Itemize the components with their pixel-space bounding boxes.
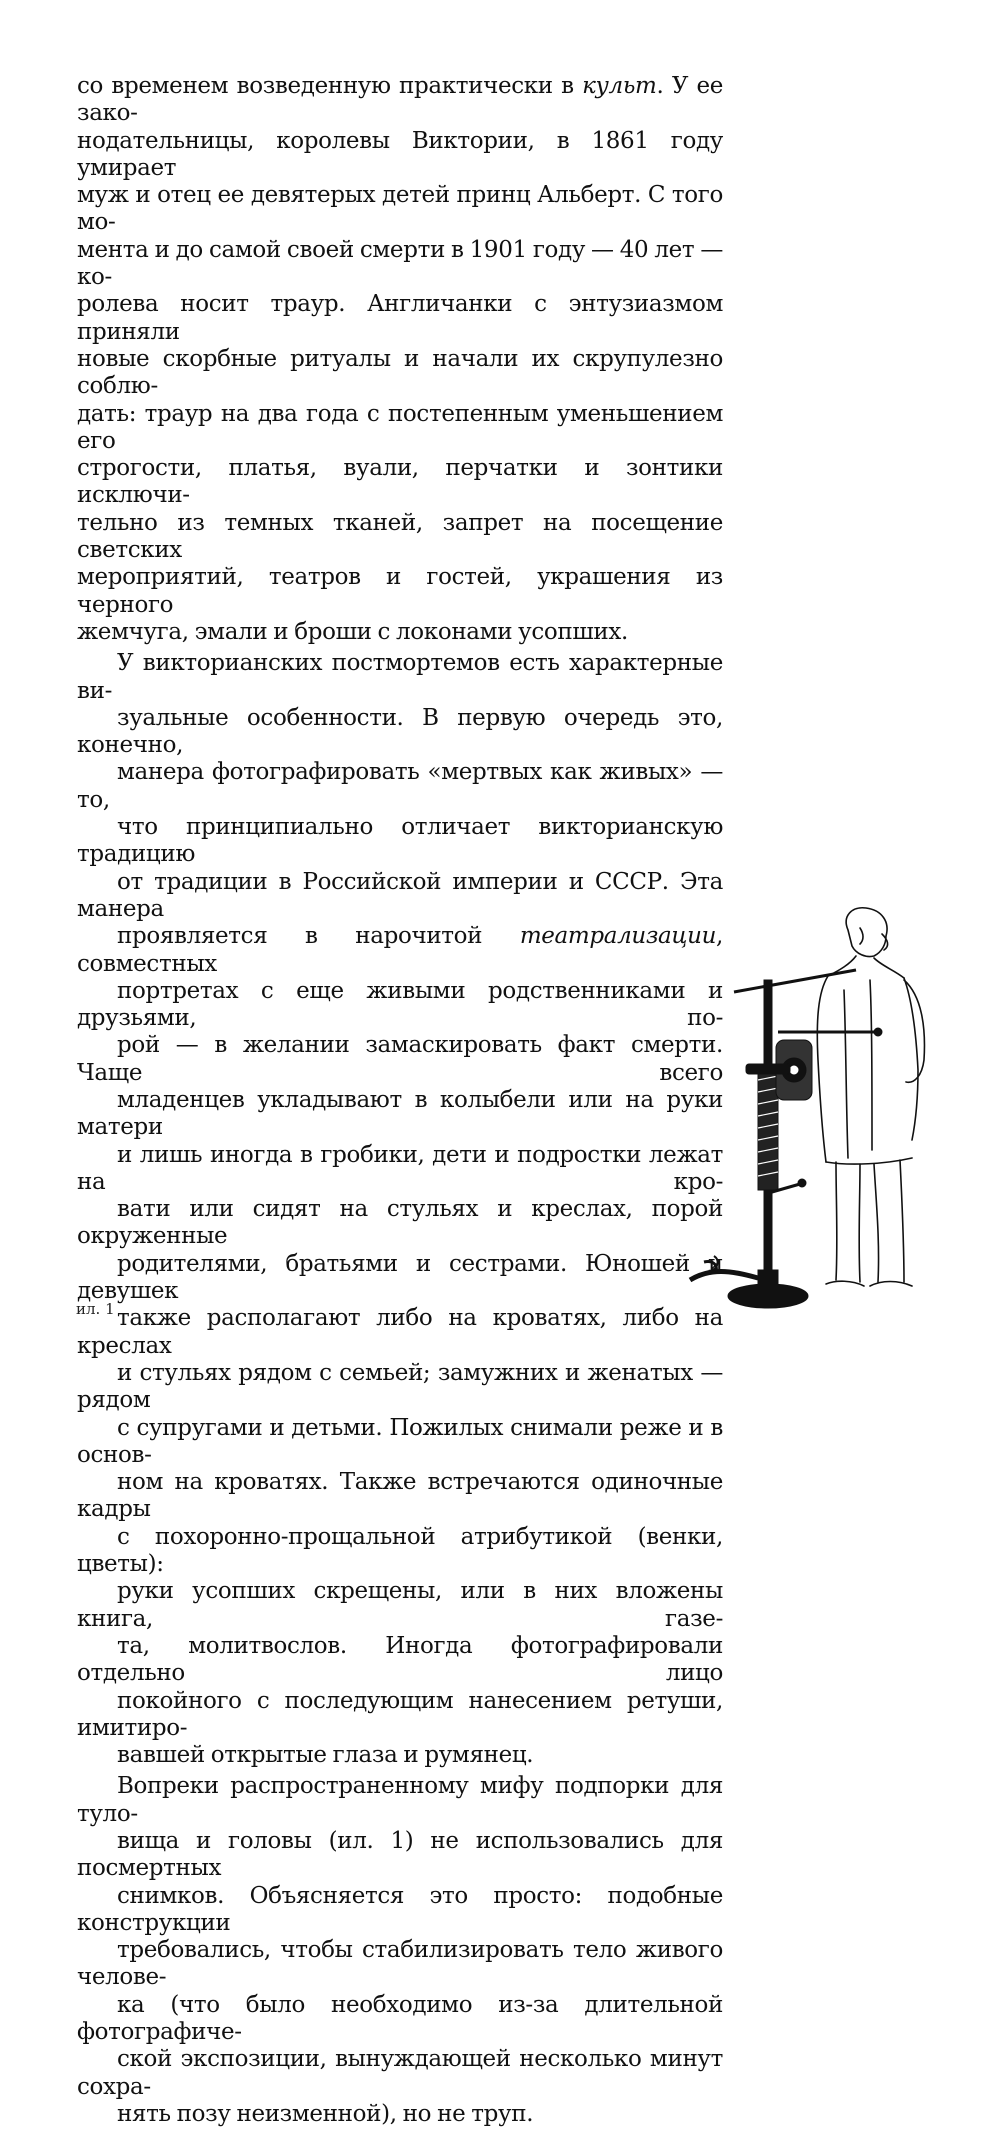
text-line [77, 2046, 723, 2101]
text-run: также располагают либо на кроватях, либо на креслах [77, 1305, 723, 1359]
text-line [77, 401, 723, 456]
text-line [77, 1742, 723, 1769]
text-run: нять позу неизменной), но не труп. [117, 2100, 534, 2127]
text-line [77, 564, 723, 619]
text-line [77, 73, 723, 128]
figure-caption: ил. 1 [76, 1300, 115, 1318]
text-run: зуальные особенности. В первую очередь это, конечно, [77, 704, 723, 759]
text-line [77, 510, 723, 565]
emphasized-term: театрализации [519, 923, 717, 950]
text-line [77, 1251, 723, 1306]
text-line [77, 2101, 723, 2128]
text-run: ской экспозиции, вынуждающей несколько минут сохра- [77, 2046, 723, 2100]
text-run: ка (что было необходимо из-за длительной фотографиче- [77, 1991, 723, 2046]
text-run: жемчуга, эмали и броши с локонами усопших. [77, 618, 628, 645]
text-line [77, 759, 723, 814]
text-run: покойного с последующим нанесением ретуши, имитиро- [77, 1687, 723, 1741]
text-run: и стульях рядом с семьей; замужних и женатых — рядом [77, 1359, 723, 1414]
text-line [77, 814, 723, 869]
emphasized-term: культ [582, 73, 657, 99]
text-run: с похоронно-прощальной атрибутикой (венки, цветы): [77, 1523, 723, 1578]
text-line [77, 346, 723, 401]
text-line [77, 1883, 723, 1938]
text-run: тельно из темных тканей, запрет на посещение светских [77, 509, 723, 564]
text-line [77, 1360, 723, 1415]
paragraph [77, 73, 723, 646]
text-run: вища и головы (ил. 1) не использовались для посмертных [77, 1828, 723, 1882]
text-run: вавшей открытые глаза и румянец. [117, 1742, 534, 1769]
body-text [77, 73, 723, 2132]
text-run: мента и до самой своей смерти в 1901 году — 40 лет — ко- [77, 236, 723, 291]
text-run: Вопреки распространенному мифу подпорки для туло- [77, 1773, 723, 1827]
text-run: вати или сидят на стульях и креслах, порой окруженные [77, 1196, 723, 1250]
text-line [77, 869, 723, 924]
text-line [77, 1828, 723, 1883]
text-run: портретах с еще живыми родственниками и друзьями, по- [77, 977, 723, 1032]
text-line [77, 1305, 723, 1360]
text-run: руки усопших скрещены, или в них вложены книга, газе- [77, 1578, 723, 1632]
paragraph [77, 650, 723, 1769]
text-run: младенцев укладывают в колыбели или на руки матери [77, 1086, 723, 1141]
text-run: ролева носит траур. Англичанки с энтузиазмом приняли [77, 291, 723, 345]
text-run: строгости, платья, вуали, перчатки и зонтики исключи- [77, 455, 723, 509]
paragraph [77, 1773, 723, 2128]
text-line [77, 705, 723, 760]
text-run: с супругами и детьми. Пожилых снимали реже и в основ- [77, 1414, 723, 1468]
text-run: что принципиально отличает викторианскую традицию [77, 814, 723, 868]
posing-stand-illustration [660, 900, 940, 1320]
text-line [77, 619, 723, 646]
text-line [77, 1196, 723, 1251]
text-line [77, 1688, 723, 1743]
text-line [77, 923, 723, 978]
text-run: проявляется в нарочитой [117, 923, 520, 950]
text-run: со временем возведенную практически в [77, 73, 583, 99]
text-run: дать: траур на два года с постепенным уменьшением его [77, 400, 723, 454]
text-run: та, молитвослов. Иногда фотографировали отдельно лицо [77, 1632, 723, 1687]
text-line [77, 182, 723, 237]
text-line [77, 1032, 723, 1087]
text-run: мероприятий, театров и гостей, украшения из черного [77, 564, 723, 618]
text-line [77, 1087, 723, 1142]
text-run: У викторианских постмортемов есть характерные ви- [77, 650, 723, 704]
text-run: нодательницы, королевы Виктории, в 1861 году умирает [77, 127, 723, 181]
text-run: муж и отец ее девятерых детей принц Альберт. С того мо- [77, 182, 723, 236]
text-line [77, 1773, 723, 1828]
text-line [77, 455, 723, 510]
text-line [77, 237, 723, 292]
text-line [77, 291, 723, 346]
text-run: родителями, братьями и сестрами. Юношей и девушек [77, 1250, 723, 1305]
text-run: , совместных [77, 923, 723, 977]
text-run: новые скорбные ритуалы и начали их скрупулезно соблю- [77, 345, 723, 400]
text-line [77, 1415, 723, 1470]
text-line [77, 1937, 723, 1992]
text-run: . У ее зако- [77, 73, 723, 127]
text-line [77, 1633, 723, 1688]
text-line [77, 1469, 723, 1524]
text-line [77, 1524, 723, 1579]
text-run: и лишь иногда в гробики, дети и подростки лежат на кро- [77, 1141, 723, 1195]
text-line [77, 1142, 723, 1197]
text-run: снимков. Объясняется это просто: подобные конструкции [77, 1882, 723, 1936]
text-run: рой — в желании замаскировать факт смерти. Чаще всего [77, 1032, 723, 1086]
text-run: манера фотографировать «мертвых как живых» — то, [77, 759, 723, 813]
text-run: ном на кроватях. Также встречаются одиночные кадры [77, 1469, 723, 1523]
text-line [77, 1578, 723, 1633]
text-line [77, 1992, 723, 2047]
text-line [77, 978, 723, 1033]
text-line [77, 128, 723, 183]
text-run: требовались, чтобы стабилизировать тело живого челове- [77, 1937, 723, 1991]
text-run: от традиции в Российской империи и СССР. Эта манера [77, 868, 723, 922]
text-line [77, 650, 723, 705]
